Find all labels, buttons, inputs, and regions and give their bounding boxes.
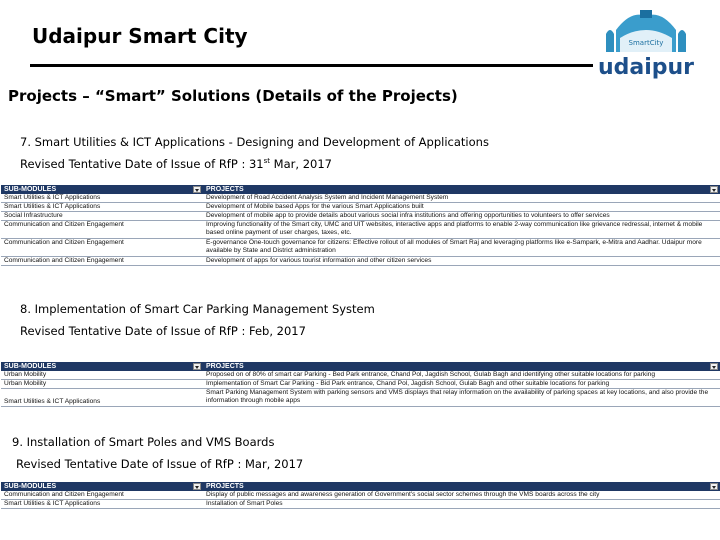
section-8-title: 8. Implementation of Smart Car Parking Management System	[20, 302, 375, 316]
filter-dropdown-icon[interactable]	[193, 363, 201, 370]
col-submodules-header: SUB-MODULES	[1, 482, 203, 491]
table-row: Urban Mobility Implementation of Smart Car Parking - Bid Park entrance, Chand Pol, Jagdish School, Gulab Bagh and other suitable locations for parking	[1, 380, 720, 389]
col-submodules-header: SUB-MODULES	[1, 185, 203, 194]
section-7-date: Revised Tentative Date of Issue of RfP : 31st Mar, 2017	[20, 157, 332, 171]
table-row: Urban Mobility Proposed on of 80% of smart car Parking - Bed Park entrance, Chand Pol, Jagdish School, Gulab Bagh and identifying other suitable locations for parking	[1, 371, 720, 380]
table-row: Smart Utilities & ICT Applications Smart Parking Management System with parking sensors and VMS displays that relay information on the availability of parking spaces at key locations, and also provide the information through mobile apps	[1, 389, 720, 407]
udaipur-smart-city-logo	[596, 8, 696, 86]
svg-text:udaipur: udaipur	[597, 55, 695, 80]
section-9-table	[1, 482, 720, 509]
page-heading: Projects – “Smart” Solutions (Details of the Projects)	[8, 87, 458, 105]
table-row: Smart Utilities & ICT Applications Development of Mobile based Apps for the various Smart Applications built	[1, 203, 720, 212]
col-projects-header: PROJECTS	[203, 362, 720, 371]
filter-dropdown-icon[interactable]	[193, 186, 201, 193]
section-9-date: Revised Tentative Date of Issue of RfP : Mar, 2017	[16, 457, 304, 471]
filter-dropdown-icon[interactable]	[710, 483, 718, 490]
table-row: Communication and Citizen Engagement Display of public messages and awareness generation of Government's social sector schemes through the VMS boards across the city	[1, 491, 720, 500]
section-7-title: 7. Smart Utilities & ICT Applications - Designing and Development of Applications	[20, 135, 489, 149]
city-title: Udaipur Smart City	[32, 24, 248, 48]
table-row: Smart Utilities & ICT Applications Development of Road Accident Analysis System and Incident Management System	[1, 194, 720, 203]
filter-dropdown-icon[interactable]	[710, 186, 718, 193]
table-row: Communication and Citizen Engagement E-governance One-touch governance for citizens: Effective rollout of all modules of Smart Raj and leveraging platforms like e-Sampark, e-Mitra and Aadhar. Udaipur more available by State and District administration	[1, 239, 720, 257]
table-row: Social Infrastructure Development of mobile app to provide details about various social infra institutions and offering opportunities to volunteers to offer services	[1, 212, 720, 221]
filter-dropdown-icon[interactable]	[193, 483, 201, 490]
section-9-title: 9. Installation of Smart Poles and VMS Boards	[12, 435, 275, 449]
title-underline	[30, 64, 593, 67]
table-row: Smart Utilities & ICT Applications Installation of Smart Poles	[1, 500, 720, 509]
filter-dropdown-icon[interactable]	[710, 363, 718, 370]
svg-text:SmartCity: SmartCity	[628, 39, 664, 47]
table-row: Communication and Citizen Engagement Improving functionality of the Smart city, UMC and UIT websites, interactive apps and platforms to enable 2-way communication like grievance redressal, internet & mobile based online payment of user charges, taxes, etc.	[1, 221, 720, 239]
section-7-table	[1, 185, 720, 266]
section-8-table	[1, 362, 720, 407]
section-8-date: Revised Tentative Date of Issue of RfP : Feb, 2017	[20, 324, 306, 338]
col-projects-header: PROJECTS	[203, 185, 720, 194]
table-row: Communication and Citizen Engagement Development of apps for various tourist information and other citizen services	[1, 257, 720, 266]
col-submodules-header: SUB-MODULES	[1, 362, 203, 371]
col-projects-header: PROJECTS	[203, 482, 720, 491]
